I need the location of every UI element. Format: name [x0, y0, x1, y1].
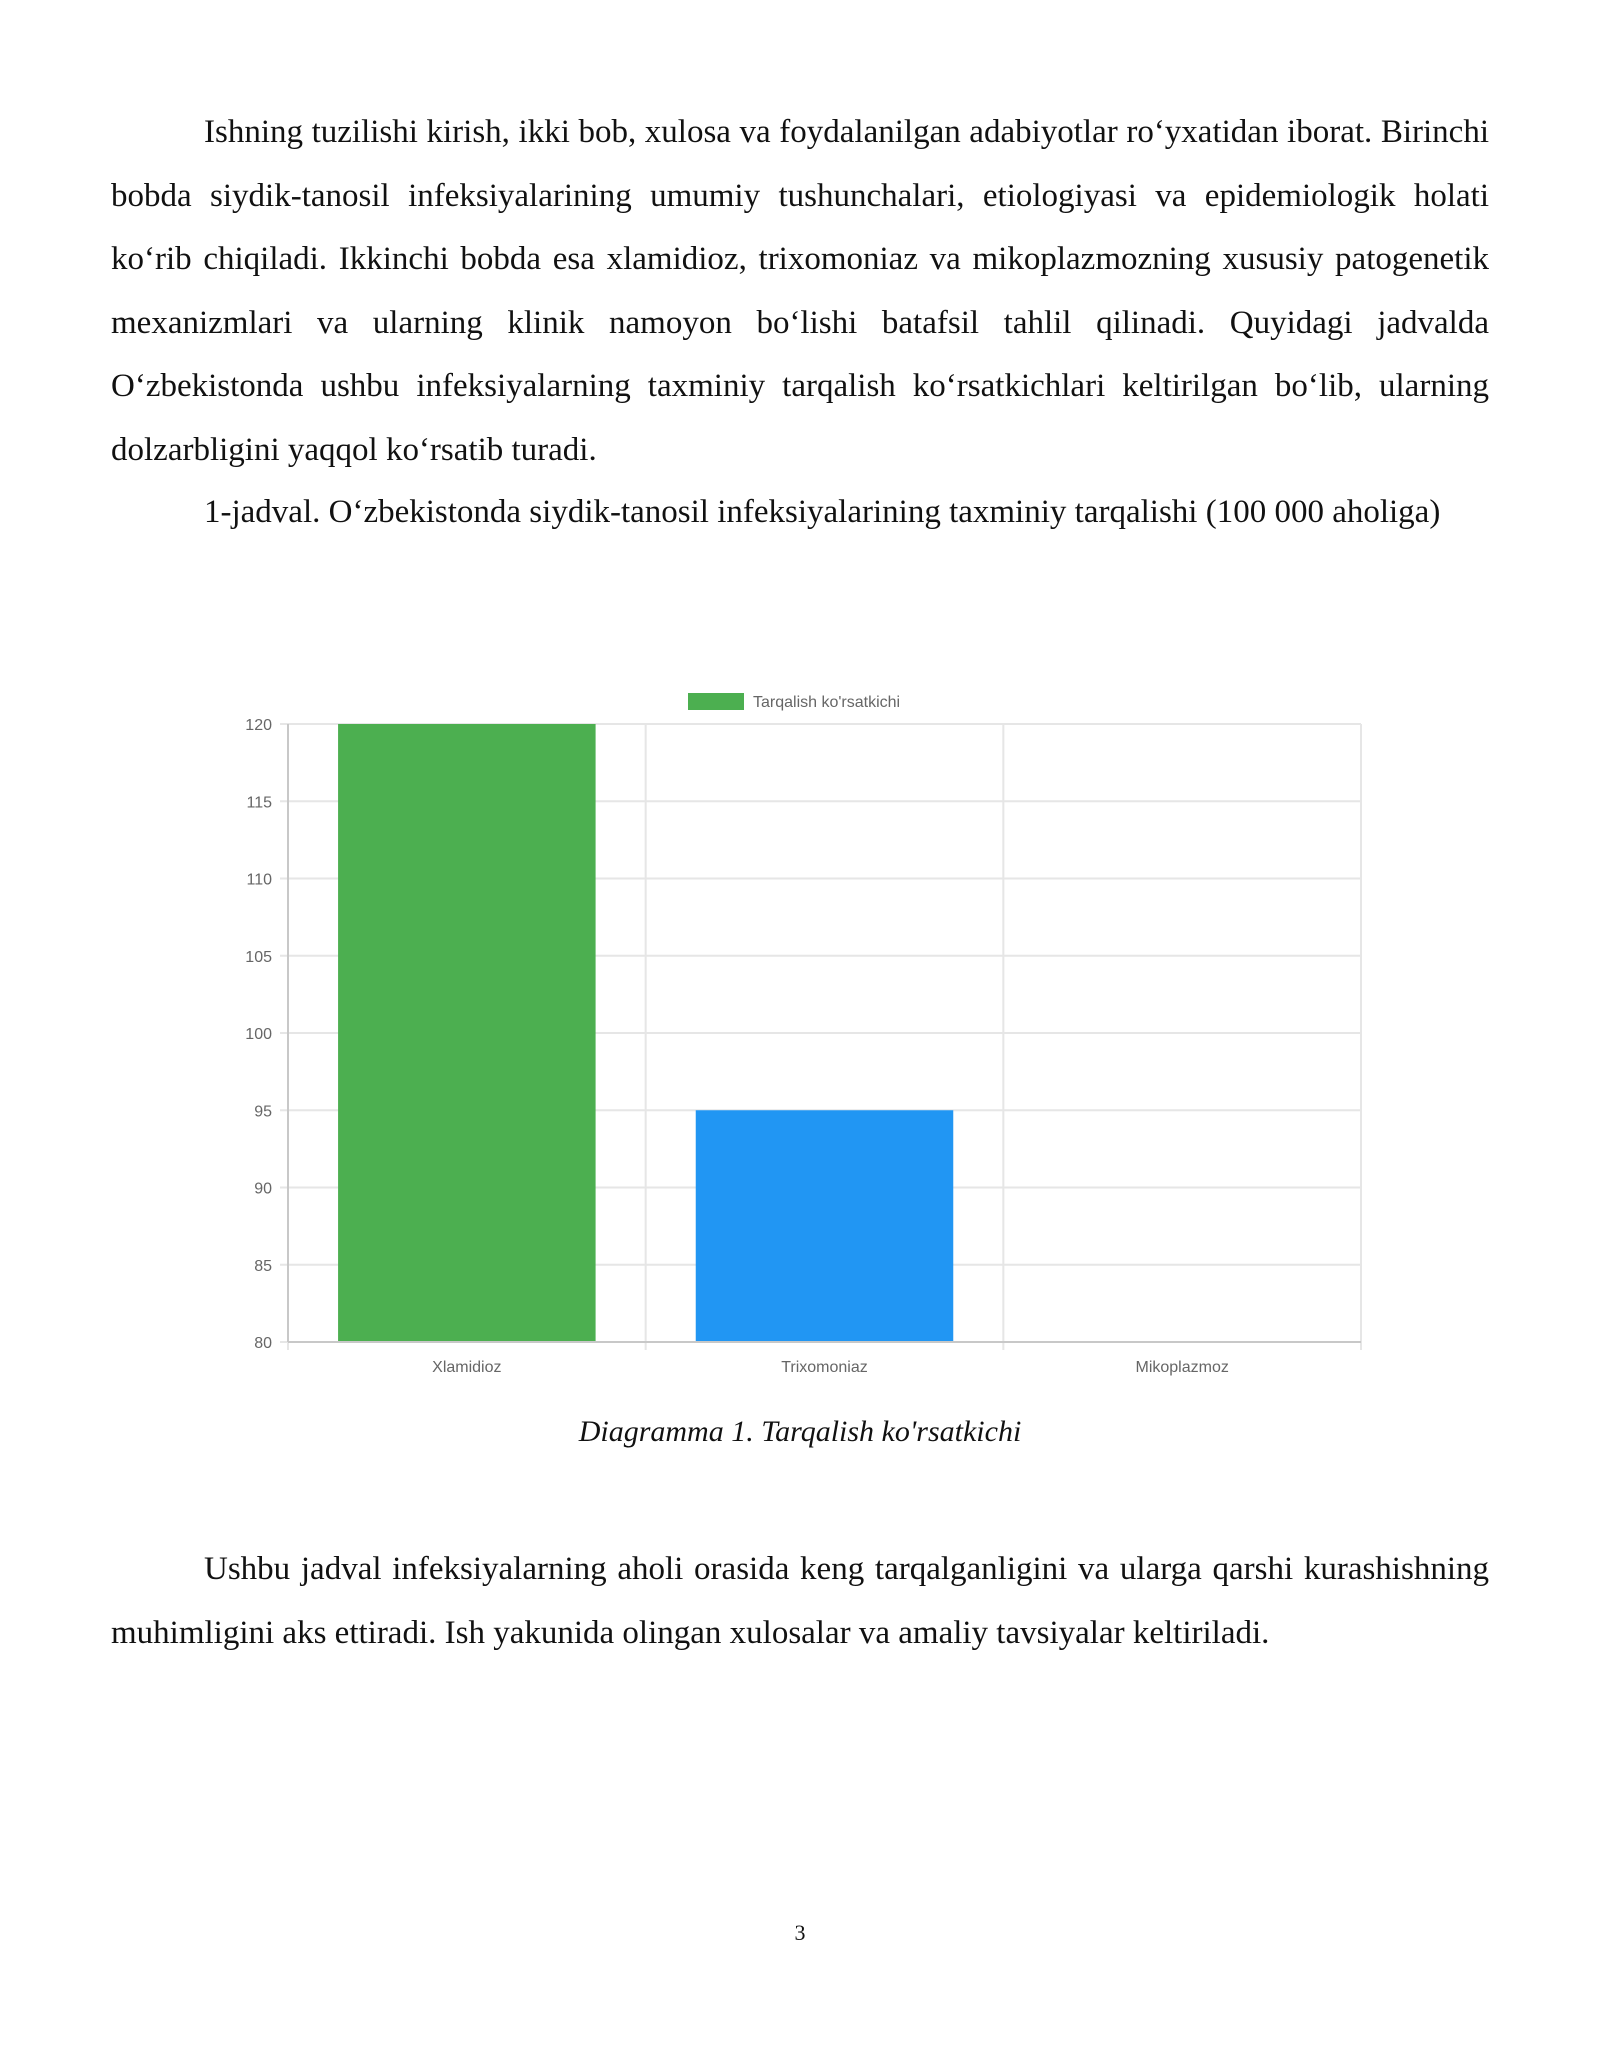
legend-label: Tarqalish ko'rsatkichi: [753, 694, 901, 711]
y-tick-label: 90: [254, 1180, 272, 1198]
y-tick-label: 80: [254, 1335, 272, 1352]
conclusion-paragraph: Ushbu jadval infeksiyalarning aholi orasida keng tarqalganligini va ularga qarshi kurashishning muhimligini aks ettiradi. Ish yakunida olingan xulosalar va amaliy tavsiyalar keltiriladi.: [111, 1551, 1489, 1651]
x-tick-label: Mikoplazmoz: [1135, 1359, 1229, 1376]
bar-xlamidioz: [338, 724, 596, 1342]
x-tick-label: Trixomoniaz: [781, 1359, 868, 1376]
y-tick-label: 85: [254, 1257, 272, 1275]
y-tick-label: 110: [246, 871, 272, 889]
table-title: 1-jadval. O‘zbekistonda siydik-tanosil infeksiyalarining taxminiy tarqalishi (100 000 aholiga): [204, 494, 1441, 530]
y-tick-label: 95: [254, 1103, 272, 1121]
page-number: 3: [794, 1920, 806, 1945]
y-tick-label: 100: [245, 1026, 272, 1043]
y-tick-label: 105: [245, 948, 272, 966]
intro-paragraph: Ishning tuzilishi kirish, ikki bob, xulosa va foydalanilgan adabiyotlar ro‘yxatidan iborat. Birinchi bobda siydik-tanosil infeksiyalarining umumiy tushunchalari, etiologiyasi va epidemiologik holati ko‘rib chiqiladi. Ikkinchi bobda esa xlamidioz, trixomoniaz va mikoplazmozning xususiy patogenetik mexanizmlari va ularning klinik namoyon bo‘lishi batafsil tahlil qilinadi. Quyidagi jadvalda O‘zbekistonda ushbu infeksiyalarning taxminiy tarqalish ko‘rsatkichlari keltirilgan bo‘lib, ularning dolzarbligini yaqqol ko‘rsatib turadi.: [111, 114, 1489, 468]
y-tick-label: 120: [245, 717, 272, 734]
legend-swatch: [688, 693, 744, 710]
chart-caption: Diagramma 1. Tarqalish ko'rsatkichi: [578, 1415, 1022, 1448]
x-tick-label: Xlamidioz: [432, 1359, 502, 1376]
chart-legend: [688, 693, 900, 711]
bar-trixomoniaz: [696, 1110, 954, 1342]
y-tick-label: 115: [246, 794, 272, 812]
